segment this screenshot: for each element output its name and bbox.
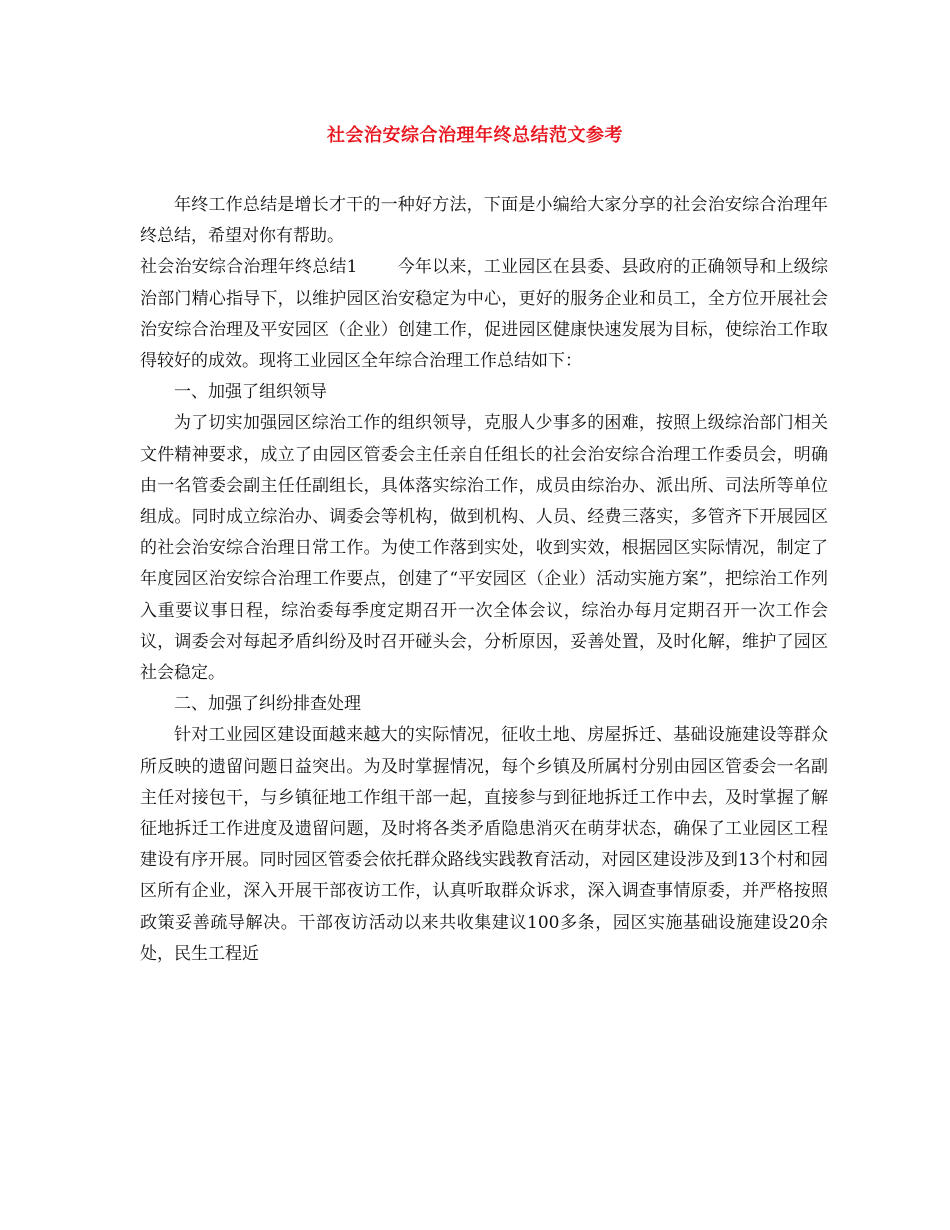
- document-body: [140, 190, 828, 970]
- summary-label: 社会治安综合治理年终总结1: [140, 257, 358, 278]
- section-2-body: 针对工业园区建设面越来越大的实际情况，征收土地、房屋拆迁、基础设施建设等群众所反映的遗留问题日益突出。为及时掌握情况，每个乡镇及所属村分别由园区管委会一名副主任对接包干，与乡镇征地工作组干部一起，直接参与到征地拆迁工作中去，及时掌握了解征地拆迁工作进度及遗留问题，及时将各类矛盾隐患消灭在萌芽状态，确保了工业园区工程建设有序开展。同时园区管委会依托群众路线实践教育活动，对园区建设涉及到13个村和园区所有企业，深入开展干部夜访工作，认真听取群众诉求，深入调查事情原委，并严格按照政策妥善疏导解决。干部夜访活动以来共收集建议100多条，园区实施基础设施建设20余处，民生工程近: [140, 725, 828, 964]
- section-2-heading: 二、加强了纠纷排查处理: [174, 694, 361, 715]
- intro-paragraph: 年终工作总结是增长才干的一种好方法，下面是小编给大家分享的社会治安综合治理年终总结，希望对你有帮助。: [140, 195, 828, 247]
- document-title: 社会治安综合治理年终总结范文参考: [327, 125, 623, 146]
- section-1-body: 为了切实加强园区综治工作的组织领导，克服人少事多的困难，按照上级综治部门相关文件精神要求，成立了由园区管委会主任亲自任组长的社会治安综合治理工作委员会，明确由一名管委会副主任任副组长，具体落实综治工作，成员由综治办、派出所、司法所等单位组成。同时成立综治办、调委会等机构，做到机构、人员、经费三落实，多管齐下开展园区的社会治安综合治理日常工作。为使工作落到实处，收到实效，根据园区实际情况，制定了年度园区治安综合治理工作要点，创建了“平安园区（企业）活动实施方案”，把综治工作列入重要议事日程，综治委每季度定期召开一次全体会议，综治办每月定期召开一次工作会议，调委会对每起矛盾纠纷及时召开碰头会，分析原因，妥善处置，及时化解，维护了园区社会稳定。: [140, 413, 828, 684]
- section-1-heading: 一、加强了组织领导: [174, 382, 327, 403]
- summary-opening: 今年以来，工业园区在县委、县政府的正确领导和上级综治部门精心指导下，以维护园区治安稳定为中心，更好的服务企业和员工，全方位开展社会治安综合治理及平安园区（企业）创建工作，促进园区健康快速发展为目标，使综治工作取得较好的成效。现将工业园区全年综合治理工作总结如下：: [140, 257, 828, 372]
- summary-paragraph: [140, 252, 828, 377]
